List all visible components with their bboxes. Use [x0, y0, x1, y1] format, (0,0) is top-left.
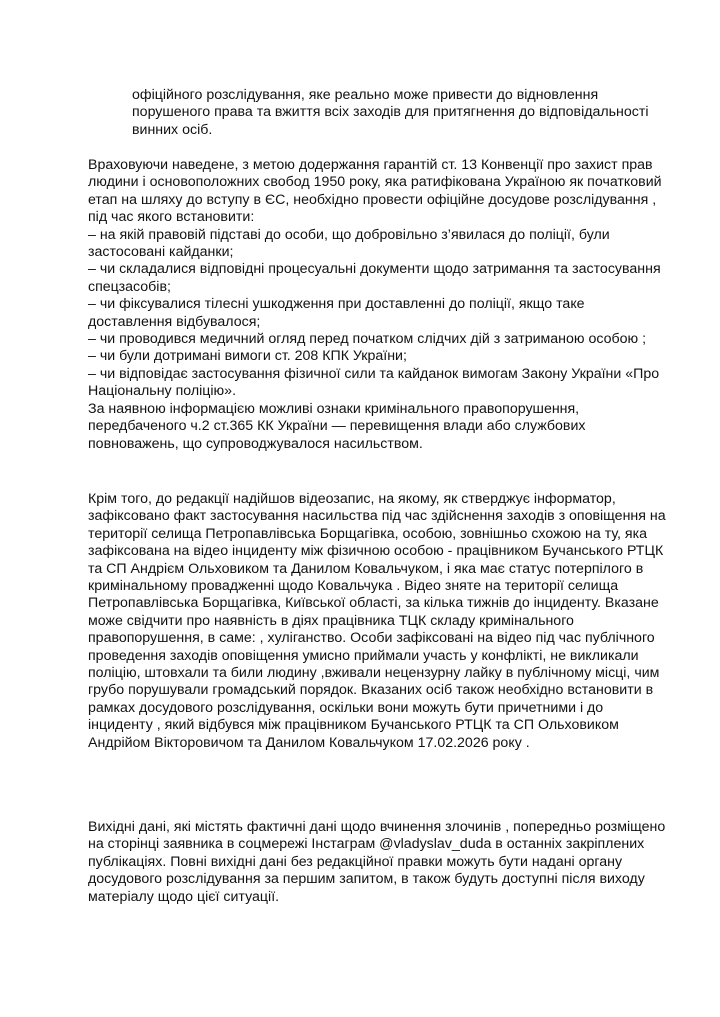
text-line: правопорушення, в саме: , хуліганство. Особи зафіксовані на відео під час публічного — [88, 630, 655, 647]
text-line: винних осіб. — [132, 121, 213, 138]
text-line: на сторінці заявника в соцмережі Інстаграм @vladyslav_duda в останніх закріплених — [88, 836, 645, 853]
text-line: Андрійом Вікторовичом та Данилом Ковальчуком 17.02.2026 року . — [88, 734, 530, 751]
list-item: Національну поліцію». — [88, 383, 237, 400]
list-item: застосовані кайданки; — [88, 244, 234, 261]
text-line: повноважень, що супроводжувалося насильством. — [88, 435, 423, 452]
list-item: – чи були дотримані вимоги ст. 208 КПК України; — [88, 348, 407, 365]
paragraph-intro-continuation — [132, 87, 649, 139]
text-line: матеріалу щодо цієї ситуації. — [88, 888, 280, 905]
text-line: порушеного права та вжиття всіх заходів для притягнення до відповідальності — [132, 104, 649, 121]
text-line: досудового розслідування за першим запитом, в також будуть доступні після виходу — [88, 871, 645, 888]
list-item: доставлення відбувалося; — [88, 313, 261, 330]
text-line: рамках досудового розслідування, оскільки вони можуть бути причетними і до — [88, 699, 604, 716]
text-line: зафіксовано факт застосування насильства під час здійснення заходів з оповіщення на — [88, 508, 666, 525]
text-line: Крім того, до редакції надійшов відеозапис, на якому, як стверджує інформатор, — [88, 491, 616, 507]
text-line: публікаціях. Повні вихідні дані без редакційної правки можуть бути надані органу — [88, 853, 623, 870]
list-item: – на якій правовій підставі до особи, що добровільно з’явилася до поліції, були — [88, 226, 610, 243]
text-line: передбаченого ч.2 ст.365 КК України — перевищення влади або службових — [88, 418, 586, 435]
text-line: під час якого встановити: — [88, 209, 255, 226]
text-line: поліцію, штовхали та били людину ,вживали нецензурну лайку в публічному місці, чим — [88, 665, 660, 682]
list-item: – чи фіксувалися тілесні ушкодження при доставленні до поліції, якщо таке — [88, 296, 585, 313]
text-line: грубо порушували громадський порядок. Вказаних осіб також необхідно встановити в — [88, 682, 654, 699]
text-line: Враховуючи наведене, з метою додержання гарантій ст. 13 Конвенції про захист прав — [88, 157, 653, 173]
text-line: За наявною інформацією можливі ознаки кримінального правопорушення, — [88, 400, 580, 417]
text-line: Петропавлівська Борщагівка, Київської області, за кілька тижнів до інциденту. Вказане — [88, 595, 659, 612]
list-item: спецзасобів; — [88, 278, 171, 295]
text-line: може свідчити про наявність в діях працівника ТЦК складу кримінального — [88, 612, 574, 629]
paragraph-investigation-demands — [88, 157, 662, 453]
paragraph-source-data — [88, 819, 666, 906]
text-line: етап на шляху до вступу в ЄС, необхідно провести офіційне досудове розслідування , — [88, 191, 657, 208]
text-line: людини і основоположних свобод 1950 року, яка ратифікована Україною як початковий — [88, 174, 662, 191]
list-item: – чи складалися відповідні процесуальні документи щодо затримання та застосування — [88, 261, 661, 278]
text-line: проведення заходів оповіщення умисно приймали участь у конфлікті, не викликали — [88, 647, 639, 664]
text-line: офіційного розслідування, яке реально може привести до відновлення — [132, 87, 599, 103]
paragraph-video-evidence — [88, 491, 666, 752]
text-line: інциденту , який відбувся між працівником Бучанського РТЦК та СП Ольховиком — [88, 717, 619, 734]
list-item: – чи відповідає застосування фізичної сили та кайданок вимогам Закону України «Про — [88, 365, 660, 382]
text-line: зафіксована на відео інциденту між фізичною особою - працівником Бучанського РТЦК — [88, 543, 664, 560]
text-line: та СП Андрієм Ольховиком та Данилом Ковальчуком, і яка має статус потерпілого в — [88, 560, 644, 577]
text-line: кримінальному провадженні щодо Ковальчука . Відео зняте на території селища — [88, 578, 619, 595]
text-line: Вихідні дані, які містять фактичні дані щодо вчинення злочинів , попередньо розміщено — [88, 819, 666, 835]
text-line: території селища Петропавлівська Борщагівка, особою, зовнішньо схожою на ту, яка — [88, 525, 648, 542]
list-item: – чи проводився медичний огляд перед початком слідчих дій з затриманою особою ; — [88, 331, 647, 348]
